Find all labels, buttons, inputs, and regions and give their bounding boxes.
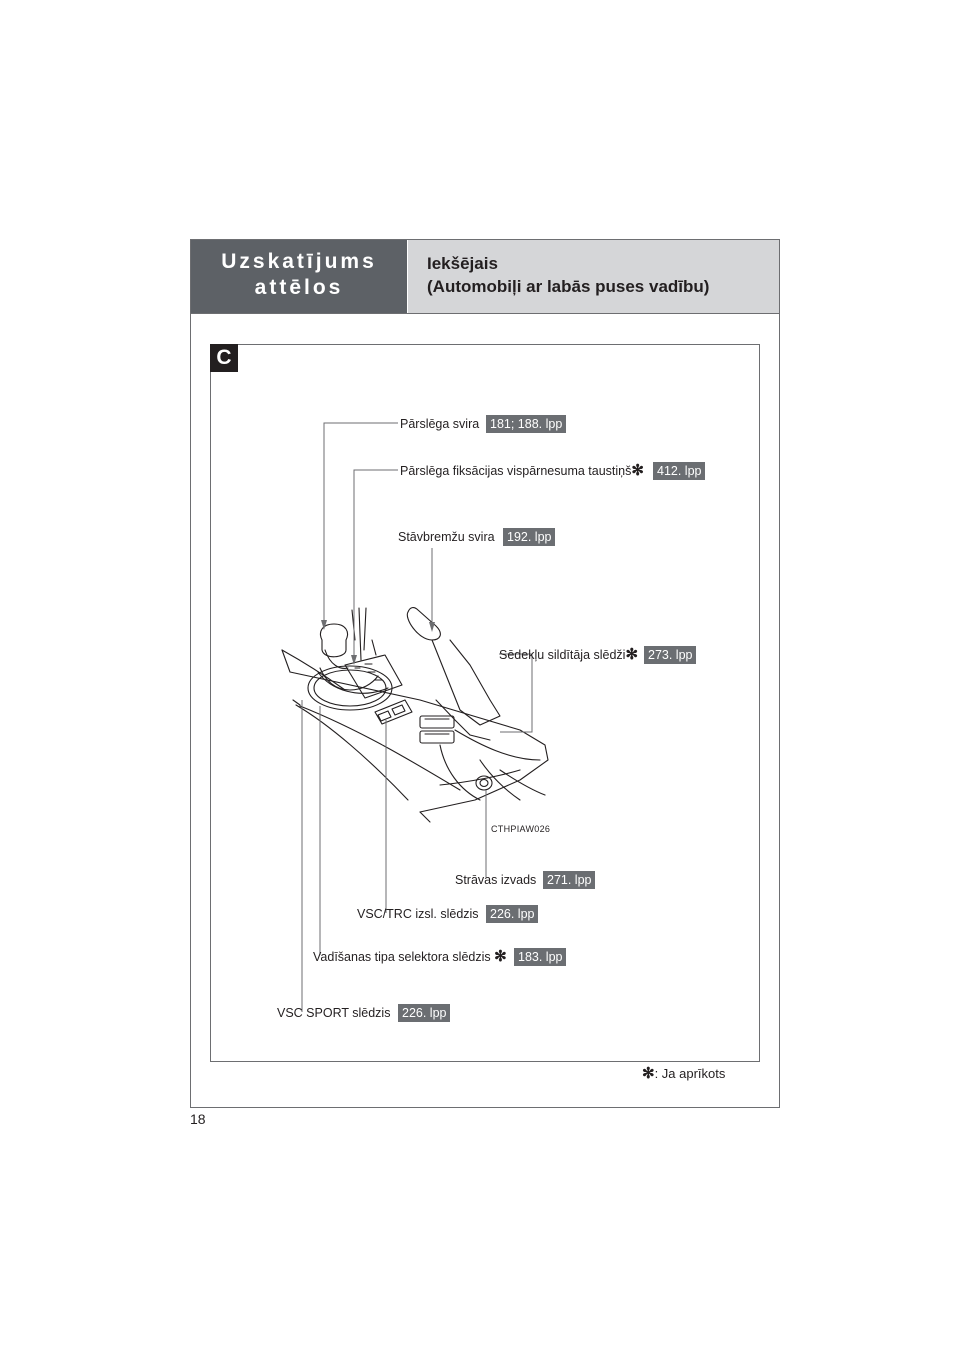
callout-parking-brake-ref: 192. lpp [503, 528, 555, 546]
callout-seat-heater-label [499, 646, 638, 664]
callout-parking-brake-label: Stāvbremžu svira [398, 530, 495, 544]
callout-shift-lock-text: Pārslēga fiksācijas vispārnesuma taustiņš [400, 464, 632, 478]
callout-power-outlet-label: Strāvas izvads [455, 873, 537, 887]
callout-vsc-trc-label: VSC/TRC izsl. slēdzis [357, 907, 479, 921]
callout-vsc-sport-ref: 226. lpp [398, 1004, 450, 1022]
footnote-text: : Ja aprīkots [654, 1066, 726, 1081]
page-title-line2: (Automobiļi ar labās puses vadību) [427, 277, 710, 296]
page-number: 18 [190, 1111, 206, 1127]
callout-shift-lock-ref: 412. lpp [653, 462, 705, 480]
callout-seat-heater-ref: 273. lpp [644, 646, 696, 664]
callout-shift-lever-label: Pārslēga svira [400, 417, 480, 431]
page-title-line1: Iekšējais [427, 254, 498, 273]
section-title-line2: attēlos [254, 276, 344, 299]
callout-seat-heater-text: Sēdekļu sildītāja slēdži [499, 648, 626, 662]
illustration-code: CTHPIAW026 [491, 824, 551, 834]
callout-drive-mode-ref: 183. lpp [514, 948, 566, 966]
callout-vsc-trc-ref: 226. lpp [486, 905, 538, 923]
optional-asterisk-icon: ✻ [625, 646, 639, 663]
callout-shift-lever-ref: 181; 188. lpp [486, 415, 566, 433]
footnote [642, 1066, 725, 1081]
callout-shift-lock-label [400, 462, 644, 480]
section-title-line1: Uzskatījums [221, 250, 377, 273]
callout-drive-mode-text: Vadīšanas tipa selektora slēdzis [313, 950, 495, 964]
callout-power-outlet-ref: 271. lpp [543, 871, 595, 889]
asterisk-icon: ✻ [642, 1065, 655, 1082]
callout-vsc-sport-label: VSC SPORT slēdzis [277, 1006, 391, 1020]
optional-asterisk-icon: ✻ [631, 462, 644, 479]
callout-drive-mode-label [313, 948, 507, 966]
section-badge: C [210, 344, 238, 372]
optional-asterisk-icon: ✻ [494, 948, 507, 965]
